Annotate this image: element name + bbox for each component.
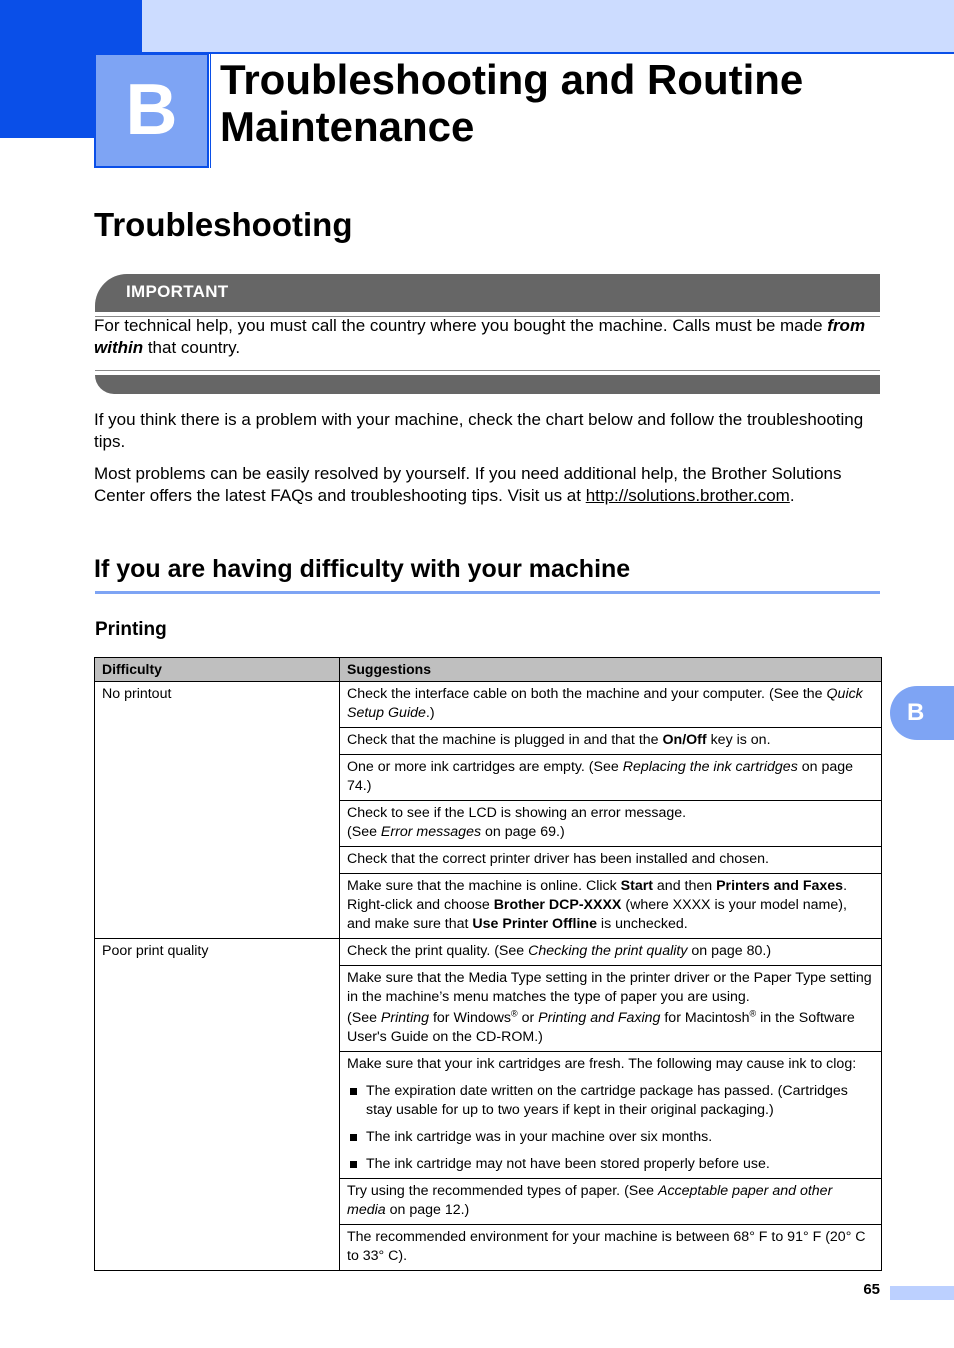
suggestion-cell: The recommended environment for your machine is between 68° F to 91° F (20° C to 33° C). xyxy=(340,1225,882,1271)
list-item-text: The ink cartridge may not have been stored properly before use. xyxy=(366,1156,770,1172)
important-text-before: For technical help, you must call the country where you bought the machine. Calls must be made xyxy=(94,316,828,335)
list-item-text: The ink cartridge was in your machine over six months. xyxy=(366,1129,713,1145)
suggestion-cell xyxy=(340,728,882,755)
important-emphasis: from within xyxy=(94,316,866,357)
troubleshooting-table xyxy=(94,657,882,1271)
suggestion-ui-term: Brother DCP-XXXX xyxy=(493,897,622,913)
suggestion-reference: Printing and Faxing xyxy=(538,1010,661,1026)
suggestion-text: Make sure that the Media Type setting in the printer driver or the Paper Type setting in the machine’s menu matches the type of paper you are using. xyxy=(347,970,872,1005)
chapter-title-line2: Maintenance xyxy=(220,103,475,150)
important-bottom-rule xyxy=(95,370,880,371)
chapter-title-line1: Troubleshooting and Routine xyxy=(220,56,804,103)
important-text-after: that country. xyxy=(143,338,241,357)
suggestion-text: (See xyxy=(347,824,381,840)
important-footer-bar xyxy=(95,375,880,394)
list-item xyxy=(347,1082,874,1120)
suggestion-text: for Windows xyxy=(429,1010,512,1026)
suggestion-cell xyxy=(340,801,882,847)
list-item xyxy=(347,1128,874,1147)
suggestion-text: key is on. xyxy=(706,732,771,748)
suggestion-line xyxy=(347,1009,874,1047)
suggestion-line xyxy=(347,823,874,842)
list-item-text: The expiration date written on the cartridge package has passed. (Cartridges stay usable for up to two years if kept in their original packaging.) xyxy=(366,1083,848,1118)
suggestion-text: Check that the machine is plugged in and that the xyxy=(347,732,663,748)
chapter-letter-box: B xyxy=(94,53,209,168)
important-label: IMPORTANT xyxy=(126,282,229,301)
suggestion-cell xyxy=(340,1179,882,1225)
suggestion-cell xyxy=(340,755,882,801)
suggestion-ui-term: Use Printer Offline xyxy=(472,916,597,932)
intro-paragraph-1: If you think there is a problem with your machine, check the chart below and follow the troubleshooting tips. xyxy=(94,410,864,451)
difficulty-cell: No printout xyxy=(95,682,340,939)
suggestion-reference: Error messages xyxy=(380,824,482,840)
intro-paragraph-2-text: Most problems can be easily resolved by yourself. If you need additional help, the Brother Solutions Center offers the latest FAQs and troubleshooting tips. Visit us at xyxy=(94,464,842,505)
suggestion-text: or xyxy=(517,1010,539,1026)
suggestion-text: in the Software User's Guide on the CD-ROM.) xyxy=(347,1010,855,1045)
solutions-center-link[interactable]: http://solutions.brother.com xyxy=(585,486,790,505)
page-number: 65 xyxy=(863,1281,880,1298)
clog-causes-list xyxy=(347,1082,874,1174)
suggestion-text: One or more ink cartridges are empty. (See xyxy=(347,759,623,775)
suggestion-ui-term: Printers and Faxes xyxy=(716,878,844,894)
table-row xyxy=(95,682,882,728)
square-bullet-icon xyxy=(350,1161,357,1168)
suggestion-reference: Checking the print quality xyxy=(528,943,688,959)
suggestion-text: and then xyxy=(652,878,717,894)
suggestion-cell xyxy=(340,966,882,1052)
suggestion-text: for Macintosh xyxy=(660,1010,750,1026)
suggestion-text: Make sure that your ink cartridges are fresh. The following may cause ink to clog: xyxy=(347,1056,857,1072)
square-bullet-icon xyxy=(350,1088,357,1095)
suggestion-text: Make sure that the machine is online. Click xyxy=(347,878,621,894)
suggestion-cell xyxy=(340,939,882,966)
list-item xyxy=(347,1155,874,1174)
suggestion-key-name: On/Off xyxy=(662,732,707,748)
page-number-bar xyxy=(890,1286,954,1300)
intro-paragraph-2 xyxy=(94,463,884,507)
suggestion-text: on page 80.) xyxy=(687,943,772,959)
printing-heading: Printing xyxy=(95,619,167,640)
suggestion-cell xyxy=(340,682,882,728)
subsection-rule xyxy=(95,591,880,594)
suggestion-text: on page 12.) xyxy=(385,1202,470,1218)
subsection-title: If you are having difficulty with your machine xyxy=(94,555,631,583)
suggestion-text: . Right-click and choose xyxy=(347,878,848,913)
table-header-row xyxy=(95,658,882,682)
suggestion-text: .) xyxy=(425,705,435,721)
suggestion-cell: Check that the correct printer driver has been installed and chosen. xyxy=(340,847,882,874)
suggestion-cell xyxy=(340,1052,882,1179)
suggestion-text: Check the interface cable on both the machine and your computer. (See the xyxy=(347,686,827,702)
header-suggestions: Suggestions xyxy=(340,658,882,682)
intro-paragraph-2-end: . xyxy=(789,486,795,505)
suggestion-text: Try using the recommended types of paper. (See xyxy=(347,1183,658,1199)
square-bullet-icon xyxy=(350,1134,357,1141)
important-text xyxy=(94,315,884,359)
suggestion-text: Check the print quality. (See xyxy=(347,943,529,959)
registered-mark: ® xyxy=(511,1008,518,1019)
suggestion-text: on page 69.) xyxy=(481,824,565,840)
suggestion-ui-term: Start xyxy=(620,878,653,894)
registered-mark: ® xyxy=(749,1008,757,1019)
chapter-divider xyxy=(210,53,211,168)
suggestion-cell xyxy=(340,874,882,939)
suggestion-reference: Quick Setup Guide xyxy=(347,686,863,721)
suggestion-reference: Replacing the ink cartridges xyxy=(622,759,798,775)
suggestion-text: (See xyxy=(347,1010,381,1026)
chapter-title xyxy=(220,56,920,150)
chapter-side-tab: B xyxy=(890,686,954,740)
suggestion-text: Check to see if the LCD is showing an error message. xyxy=(347,805,687,821)
suggestion-reference: Acceptable paper and other media xyxy=(347,1183,833,1218)
suggestion-text: is unchecked. xyxy=(596,916,688,932)
difficulty-cell: Poor print quality xyxy=(95,939,340,1271)
chapter-header-band xyxy=(142,0,954,54)
suggestion-text: on page 74.) xyxy=(347,759,854,794)
suggestion-text: (where XXXX is your model name), and make sure that xyxy=(347,897,847,932)
section-title: Troubleshooting xyxy=(94,206,353,243)
header-difficulty: Difficulty xyxy=(95,658,340,682)
table-row xyxy=(95,939,882,966)
suggestion-reference: Printing xyxy=(380,1010,430,1026)
